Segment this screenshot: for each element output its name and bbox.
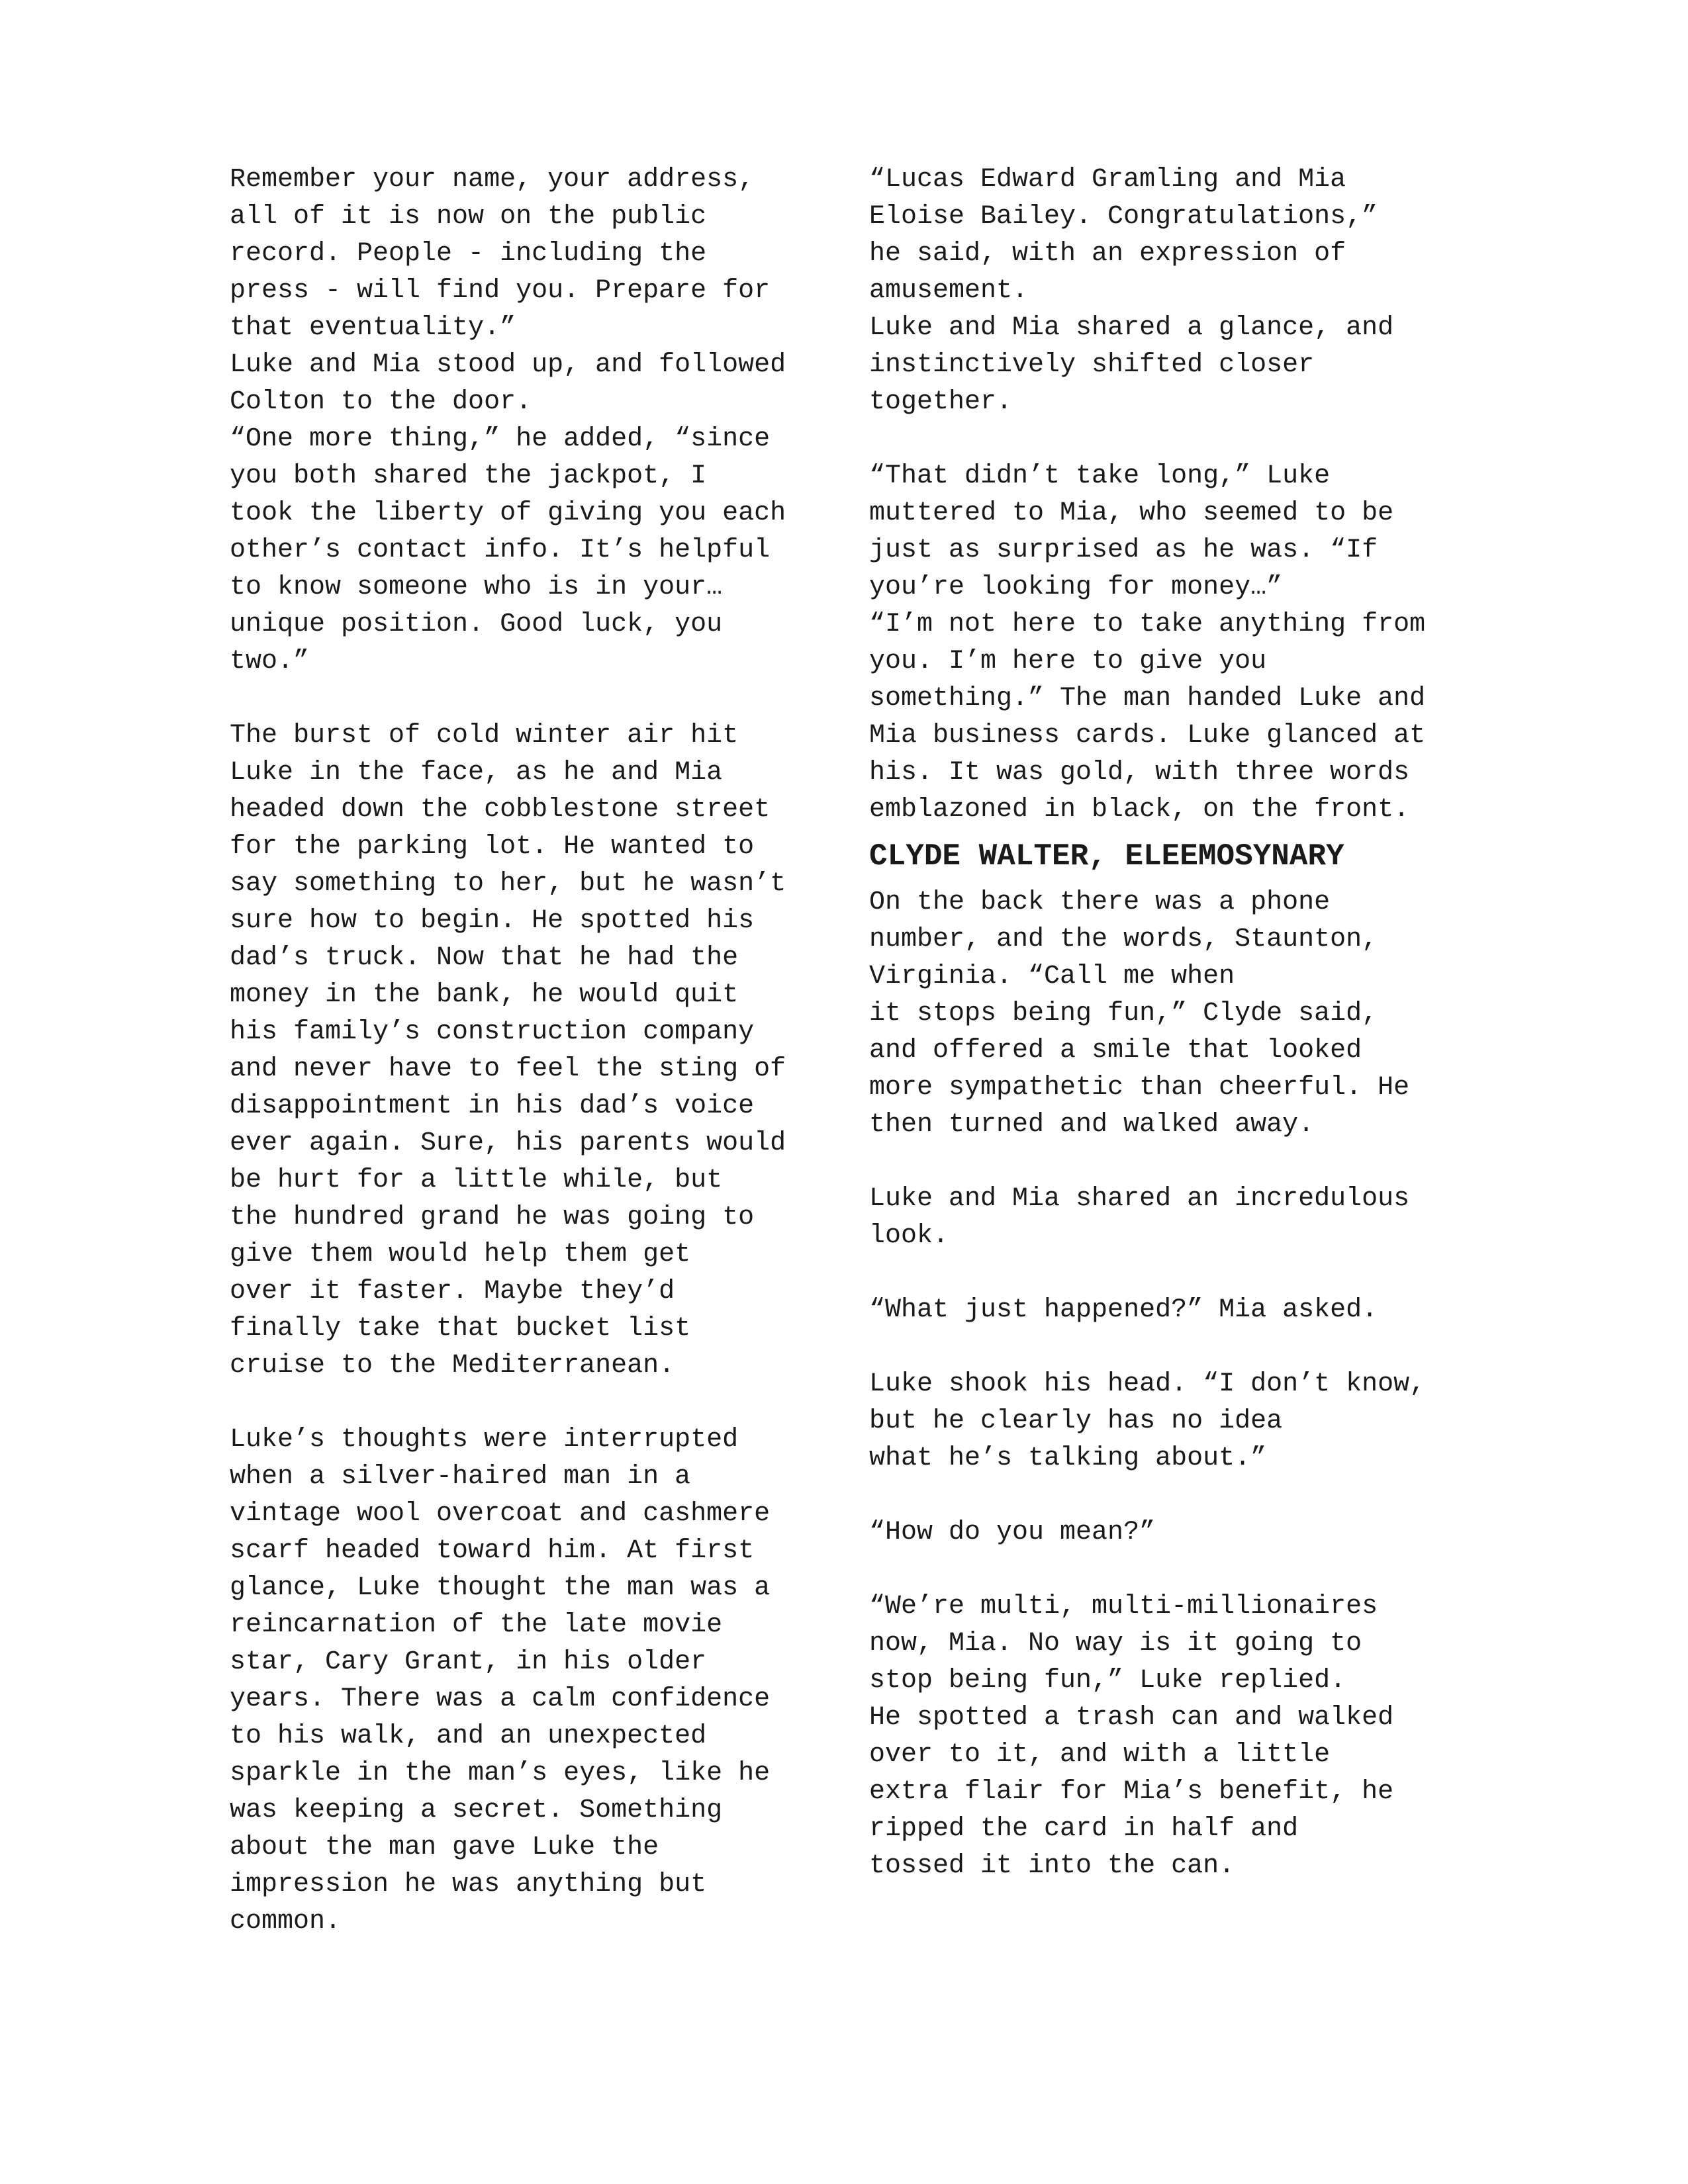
text-line: record. People - including the	[230, 239, 707, 269]
text-line: together.	[869, 387, 1013, 417]
paragraph-break	[230, 680, 825, 717]
text-line: “We’re multi, multi-millionaires	[869, 1592, 1378, 1621]
text-line: amusement.	[869, 276, 1029, 306]
text-line: be hurt for a little while, but	[230, 1165, 723, 1195]
card-heading: CLYDE WALTER, ELEEMOSYNARY	[869, 839, 1344, 874]
text-line: was keeping a secret. Something	[230, 1796, 723, 1825]
text-line: instinctively shifted closer	[869, 350, 1315, 380]
text-line: but he clearly has no idea	[869, 1406, 1283, 1436]
text-line: money in the bank, he would quit	[230, 980, 739, 1010]
text-line: Mia business cards. Luke glanced at	[869, 721, 1426, 751]
text-line: he said, with an expression of	[869, 239, 1346, 269]
text-line: “What just happened?” Mia asked.	[869, 1295, 1378, 1325]
text-line: “One more thing,” he added, “since	[230, 424, 771, 454]
text-line: vintage wool overcoat and cashmere	[230, 1499, 771, 1529]
text-line: for the parking lot. He wanted to	[230, 832, 755, 862]
text-line: his family’s construction company	[230, 1017, 755, 1047]
text-line: tossed it into the can.	[869, 1851, 1235, 1881]
text-line: over to it, and with a little	[869, 1740, 1331, 1770]
text-line: common.	[230, 1907, 342, 1936]
text-line: look.	[869, 1221, 949, 1251]
text-line: Virginia. “Call me when	[869, 962, 1235, 991]
text-line: that eventuality.”	[230, 313, 516, 343]
text-line: his. It was gold, with three words	[869, 758, 1410, 788]
text-line: when a silver-haired man in a	[230, 1462, 691, 1492]
text-line: impression he was anything but	[230, 1870, 707, 1899]
text-line: scarf headed toward him. At first	[230, 1536, 755, 1566]
text-line: Luke’s thoughts were interrupted	[230, 1425, 739, 1455]
text-line: He spotted a trash can and walked	[869, 1703, 1394, 1733]
text-line: cruise to the Mediterranean.	[230, 1351, 675, 1381]
text-line: then turned and walked away.	[869, 1110, 1315, 1140]
text-line: Luke shook his head. “I don’t know,	[869, 1369, 1426, 1399]
text-line: Luke and Mia stood up, and followed	[230, 350, 786, 380]
text-line: headed down the cobblestone street	[230, 795, 771, 825]
text-line: to know someone who is in your…	[230, 572, 723, 602]
text-line: you’re looking for money…”	[869, 572, 1283, 602]
text-line: now, Mia. No way is it going to	[869, 1629, 1362, 1659]
text-line: dad’s truck. Now that he had the	[230, 943, 739, 973]
right-column	[869, 161, 1478, 1885]
text-line: “Lucas Edward Gramling and Mia	[869, 165, 1346, 195]
text-line: The burst of cold winter air hit	[230, 721, 739, 751]
text-line: sparkle in the man’s eyes, like he	[230, 1758, 771, 1788]
text-line: and never have to feel the sting of	[230, 1054, 786, 1084]
text-line: Luke and Mia shared an incredulous	[869, 1184, 1410, 1214]
paragraph-break	[869, 1329, 1478, 1366]
text-line: other’s contact info. It’s helpful	[230, 535, 771, 565]
text-line: finally take that bucket list	[230, 1314, 691, 1343]
paragraph-break	[869, 1551, 1478, 1588]
text-line: unique position. Good luck, you	[230, 610, 723, 639]
text-line: Remember your name, your address,	[230, 165, 755, 195]
text-line: and offered a smile that looked	[869, 1036, 1362, 1066]
text-line: “I’m not here to take anything from	[869, 610, 1426, 639]
text-line: glance, Luke thought the man was a	[230, 1573, 771, 1603]
paragraph-break	[230, 1385, 825, 1422]
text-line: you. I’m here to give you	[869, 647, 1267, 676]
text-line: extra flair for Mia’s benefit, he	[869, 1777, 1394, 1807]
text-line: you both shared the jackpot, I	[230, 461, 707, 491]
text-line: over it faster. Maybe they’d	[230, 1277, 675, 1306]
text-line: Colton to the door.	[230, 387, 532, 417]
text-line: reincarnation of the late movie	[230, 1610, 723, 1640]
text-line: what he’s talking about.”	[869, 1443, 1267, 1473]
text-line: give them would help them get	[230, 1240, 691, 1269]
left-column	[230, 161, 825, 1940]
text-line: two.”	[230, 647, 310, 676]
text-line: say something to her, but he wasn’t	[230, 869, 786, 899]
text-line: to his walk, and an unexpected	[230, 1721, 707, 1751]
paragraph-break	[869, 1144, 1478, 1181]
text-line: years. There was a calm confidence	[230, 1684, 771, 1714]
text-line: emblazoned in black, on the front.	[869, 795, 1410, 825]
text-line: press - will find you. Prepare for	[230, 276, 771, 306]
text-line: Eloise Bailey. Congratulations,”	[869, 202, 1378, 232]
text-line: Luke and Mia shared a glance, and	[869, 313, 1394, 343]
text-line: disappointment in his dad’s voice	[230, 1091, 755, 1121]
text-line: “How do you mean?”	[869, 1518, 1156, 1547]
text-line: stop being fun,” Luke replied.	[869, 1666, 1346, 1696]
text-line: it stops being fun,” Clyde said,	[869, 999, 1378, 1028]
text-line: ever again. Sure, his parents would	[230, 1128, 786, 1158]
paragraph-break	[869, 1255, 1478, 1292]
text-line: more sympathetic than cheerful. He	[869, 1073, 1410, 1103]
text-line: something.” The man handed Luke and	[869, 684, 1426, 713]
text-line: about the man gave Luke the	[230, 1833, 659, 1862]
text-line: just as surprised as he was. “If	[869, 535, 1378, 565]
text-line: On the back there was a phone	[869, 887, 1331, 917]
paragraph-break	[869, 421, 1478, 458]
text-line: star, Cary Grant, in his older	[230, 1647, 707, 1677]
text-line: all of it is now on the public	[230, 202, 707, 232]
text-line: sure how to begin. He spotted his	[230, 906, 755, 936]
text-line: Luke in the face, as he and Mia	[230, 758, 723, 788]
paragraph-break	[869, 1477, 1478, 1514]
text-line: number, and the words, Staunton,	[869, 925, 1378, 954]
text-line: took the liberty of giving you each	[230, 498, 786, 528]
text-line: the hundred grand he was going to	[230, 1203, 755, 1232]
text-line: “That didn’t take long,” Luke	[869, 461, 1331, 491]
text-line: muttered to Mia, who seemed to be	[869, 498, 1394, 528]
text-line: ripped the card in half and	[869, 1814, 1299, 1844]
